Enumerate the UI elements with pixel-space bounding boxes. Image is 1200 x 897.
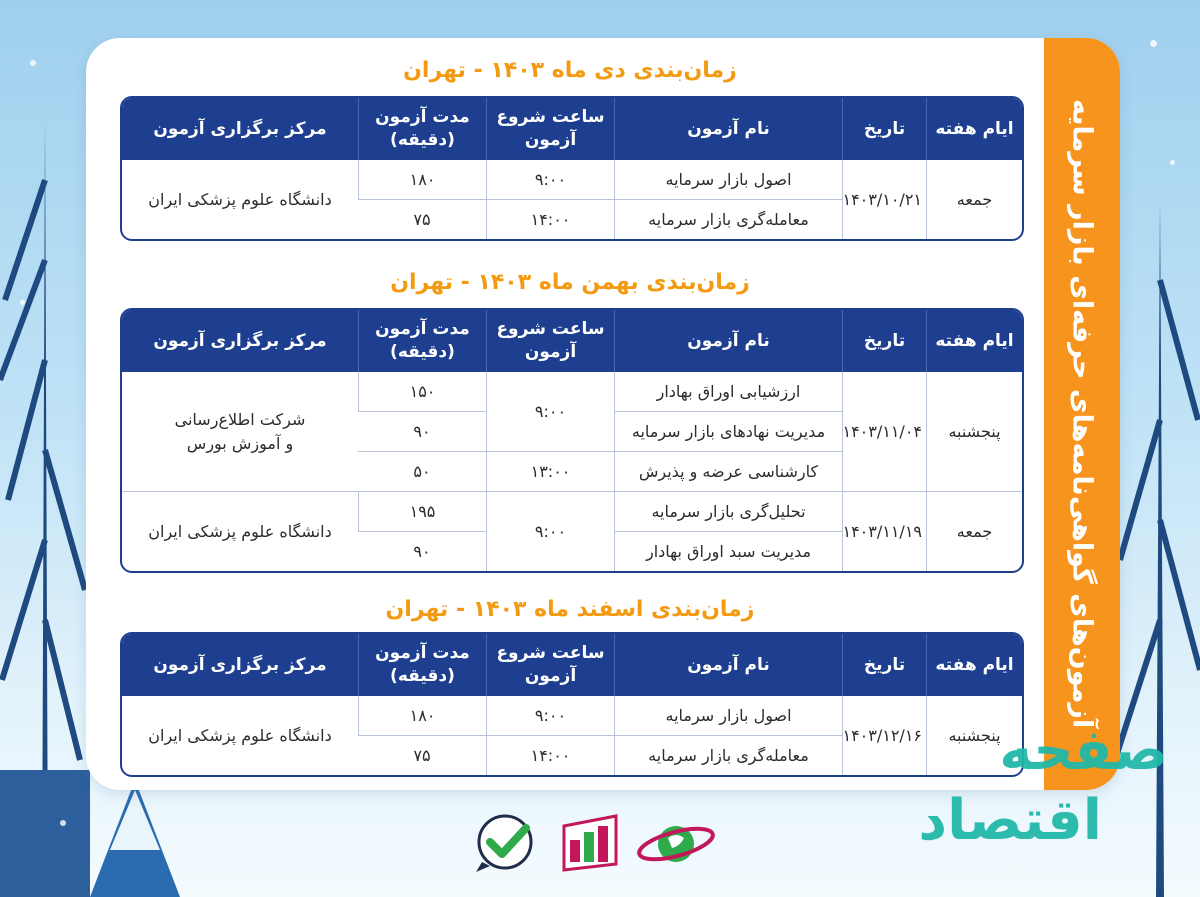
table-row	[122, 372, 1022, 411]
watermark-line1: صفحه	[999, 718, 1168, 783]
header-duration: مدت آزمون (دقیقه)	[358, 98, 486, 160]
header-duration: مدت آزمون (دقیقه)	[358, 310, 486, 372]
watermark-line2: اقتصاد	[918, 788, 1102, 853]
duration-cell: ۱۵۰	[358, 372, 486, 411]
center-cell: شرکت اطلاع‌رسانی و آموزش بورس	[174, 410, 306, 453]
check-badge-logo-icon	[472, 812, 542, 874]
pine-tree-left-icon	[80, 780, 190, 897]
snowflake	[20, 300, 25, 305]
table-row	[122, 160, 1022, 199]
snowflake	[60, 820, 66, 826]
table-row	[122, 696, 1022, 735]
header-date: تاریخ	[842, 310, 926, 372]
snowy-tree-left-icon	[0, 120, 90, 897]
esfand-schedule-title: زمان‌بندی اسفند ماه ۱۴۰۳ - تهران	[385, 597, 755, 622]
esfand-schedule-table	[120, 632, 1024, 777]
center-cell: دانشگاه علوم پزشکی ایران	[122, 491, 358, 571]
header-day: ایام هفته	[926, 98, 1022, 160]
globe-logo-icon	[636, 812, 718, 874]
duration-cell: ۱۸۰	[358, 160, 486, 199]
exam-cell: معامله‌گری بازار سرمایه	[614, 735, 842, 775]
header-exam: نام آزمون	[614, 310, 842, 372]
day-cell: پنجشنبه	[926, 372, 1022, 491]
time-cell: ۹:۰۰	[486, 372, 614, 451]
snowflake	[1170, 160, 1175, 165]
duration-cell: ۱۸۰	[358, 696, 486, 735]
header-center: مرکز برگزاری آزمون	[122, 310, 358, 372]
header-day: ایام هفته	[926, 310, 1022, 372]
exam-cell: کارشناسی عرضه و پذیرش	[614, 451, 842, 491]
header-start: ساعت شروع آزمون	[486, 310, 614, 372]
exam-cell: مدیریت نهادهای بازار سرمایه	[614, 411, 842, 451]
date-cell: ۱۴۰۳/۱۰/۲۱	[842, 160, 926, 239]
dey-schedule-table	[120, 96, 1024, 241]
time-cell: ۹:۰۰	[486, 160, 614, 199]
time-cell: ۱۳:۰۰	[486, 451, 614, 491]
header-exam: نام آزمون	[614, 634, 842, 696]
duration-cell: ۹۰	[358, 531, 486, 571]
snowflake	[30, 60, 36, 66]
header-exam: نام آزمون	[614, 98, 842, 160]
side-banner-title: آزمون‌های گواهی‌نامه‌های حرفه‌ای بازار سرمایه	[1066, 99, 1098, 729]
duration-cell: ۷۵	[358, 199, 486, 239]
duration-cell: ۹۰	[358, 411, 486, 451]
date-cell: ۱۴۰۳/۱۲/۱۶	[842, 696, 926, 775]
bahman-schedule-table	[120, 308, 1024, 573]
dey-schedule-title: زمان‌بندی دی ماه ۱۴۰۳ - تهران	[403, 58, 737, 83]
time-cell: ۱۴:۰۰	[486, 199, 614, 239]
date-cell: ۱۴۰۳/۱۱/۰۴	[842, 372, 926, 491]
bahman-schedule-title: زمان‌بندی بهمن ماه ۱۴۰۳ - تهران	[390, 270, 750, 295]
exam-cell: مدیریت سبد اوراق بهادار	[614, 531, 842, 571]
exam-cell: ارزشیابی اوراق بهادار	[614, 372, 842, 411]
time-cell: ۹:۰۰	[486, 696, 614, 735]
header-start: ساعت شروع آزمون	[486, 634, 614, 696]
exam-cell: اصول بازار سرمایه	[614, 160, 842, 199]
header-day: ایام هفته	[926, 634, 1022, 696]
time-cell: ۹:۰۰	[486, 491, 614, 571]
header-center: مرکز برگزاری آزمون	[122, 634, 358, 696]
snowflake	[1150, 40, 1157, 47]
center-cell: دانشگاه علوم پزشکی ایران	[148, 190, 332, 209]
time-cell: ۱۴:۰۰	[486, 735, 614, 775]
day-cell: جمعه	[926, 160, 1022, 239]
day-cell: جمعه	[926, 491, 1022, 571]
center-cell: دانشگاه علوم پزشکی ایران	[148, 726, 332, 745]
table-row	[122, 491, 1022, 531]
exam-cell: تحلیل‌گری بازار سرمایه	[614, 491, 842, 531]
day-cell: پنجشنبه	[926, 696, 1022, 775]
header-date: تاریخ	[842, 98, 926, 160]
header-date: تاریخ	[842, 634, 926, 696]
date-cell: ۱۴۰۳/۱۱/۱۹	[842, 491, 926, 571]
stock-exchange-logo-icon	[560, 812, 620, 874]
header-center: مرکز برگزاری آزمون	[122, 98, 358, 160]
header-start: ساعت شروع آزمون	[486, 98, 614, 160]
duration-cell: ۷۵	[358, 735, 486, 775]
header-duration: مدت آزمون (دقیقه)	[358, 634, 486, 696]
duration-cell: ۵۰	[358, 451, 486, 491]
exam-cell: اصول بازار سرمایه	[614, 696, 842, 735]
watermark-logo	[918, 718, 1172, 878]
duration-cell: ۱۹۵	[358, 491, 486, 531]
exam-cell: معامله‌گری بازار سرمایه	[614, 199, 842, 239]
